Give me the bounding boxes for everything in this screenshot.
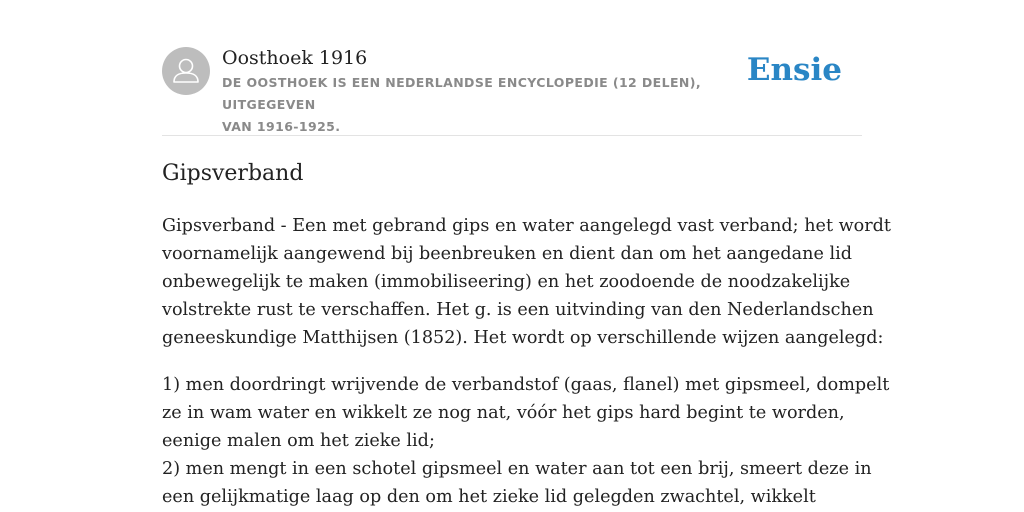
article-line: geneeskundige Matthijsen (1852). Het wordt op verschillende wijzen aangelegd: — [162, 328, 884, 348]
header-divider — [162, 135, 862, 136]
article-line: ze in wam water en wikkelt ze nog nat, vóór het gips hard begint te worden, — [162, 403, 845, 423]
page-title: Gipsverband — [162, 161, 304, 186]
source-name[interactable]: Oosthoek 1916 — [222, 47, 368, 69]
ensie-logo[interactable]: Ensie — [746, 52, 842, 88]
article-paragraph — [162, 212, 891, 352]
user-icon[interactable] — [162, 47, 210, 95]
article-line: eenige malen om het zieke lid; — [162, 431, 435, 451]
source-description-line: DE OOSTHOEK IS EEN NEDERLANDSE ENCYCLOPEDIE (12 DELEN), UITGEGEVEN — [222, 75, 702, 112]
article-line: volstrekte rust te verschaffen. Het g. is een uitvinding van den Nederlandschen — [162, 300, 874, 320]
source-description — [222, 72, 762, 138]
source-description-line: VAN 1916-1925. — [222, 119, 341, 134]
article-line: onbewegelijk te maken (immobiliseering) en het zoodoende de noodzakelijke — [162, 272, 851, 292]
article-body — [162, 212, 891, 512]
article-line: Gipsverband - Een met gebrand gips en water aangelegd vast verband; het wordt — [162, 216, 891, 236]
article-line: een gelijkmatige laag op den om het zieke lid gelegden zwachtel, wikkelt — [162, 487, 816, 507]
source-header — [162, 46, 862, 136]
article-line: 2) men mengt in een schotel gipsmeel en water aan tot een brij, smeert deze in — [162, 459, 872, 479]
article-line: 1) men doordringt wrijvende de verbandstof (gaas, flanel) met gipsmeel, dompelt — [162, 375, 890, 395]
article-paragraph — [162, 371, 890, 511]
article-line: voornamelijk aangewend bij beenbreuken en dient dan om het aangedane lid — [162, 244, 852, 264]
